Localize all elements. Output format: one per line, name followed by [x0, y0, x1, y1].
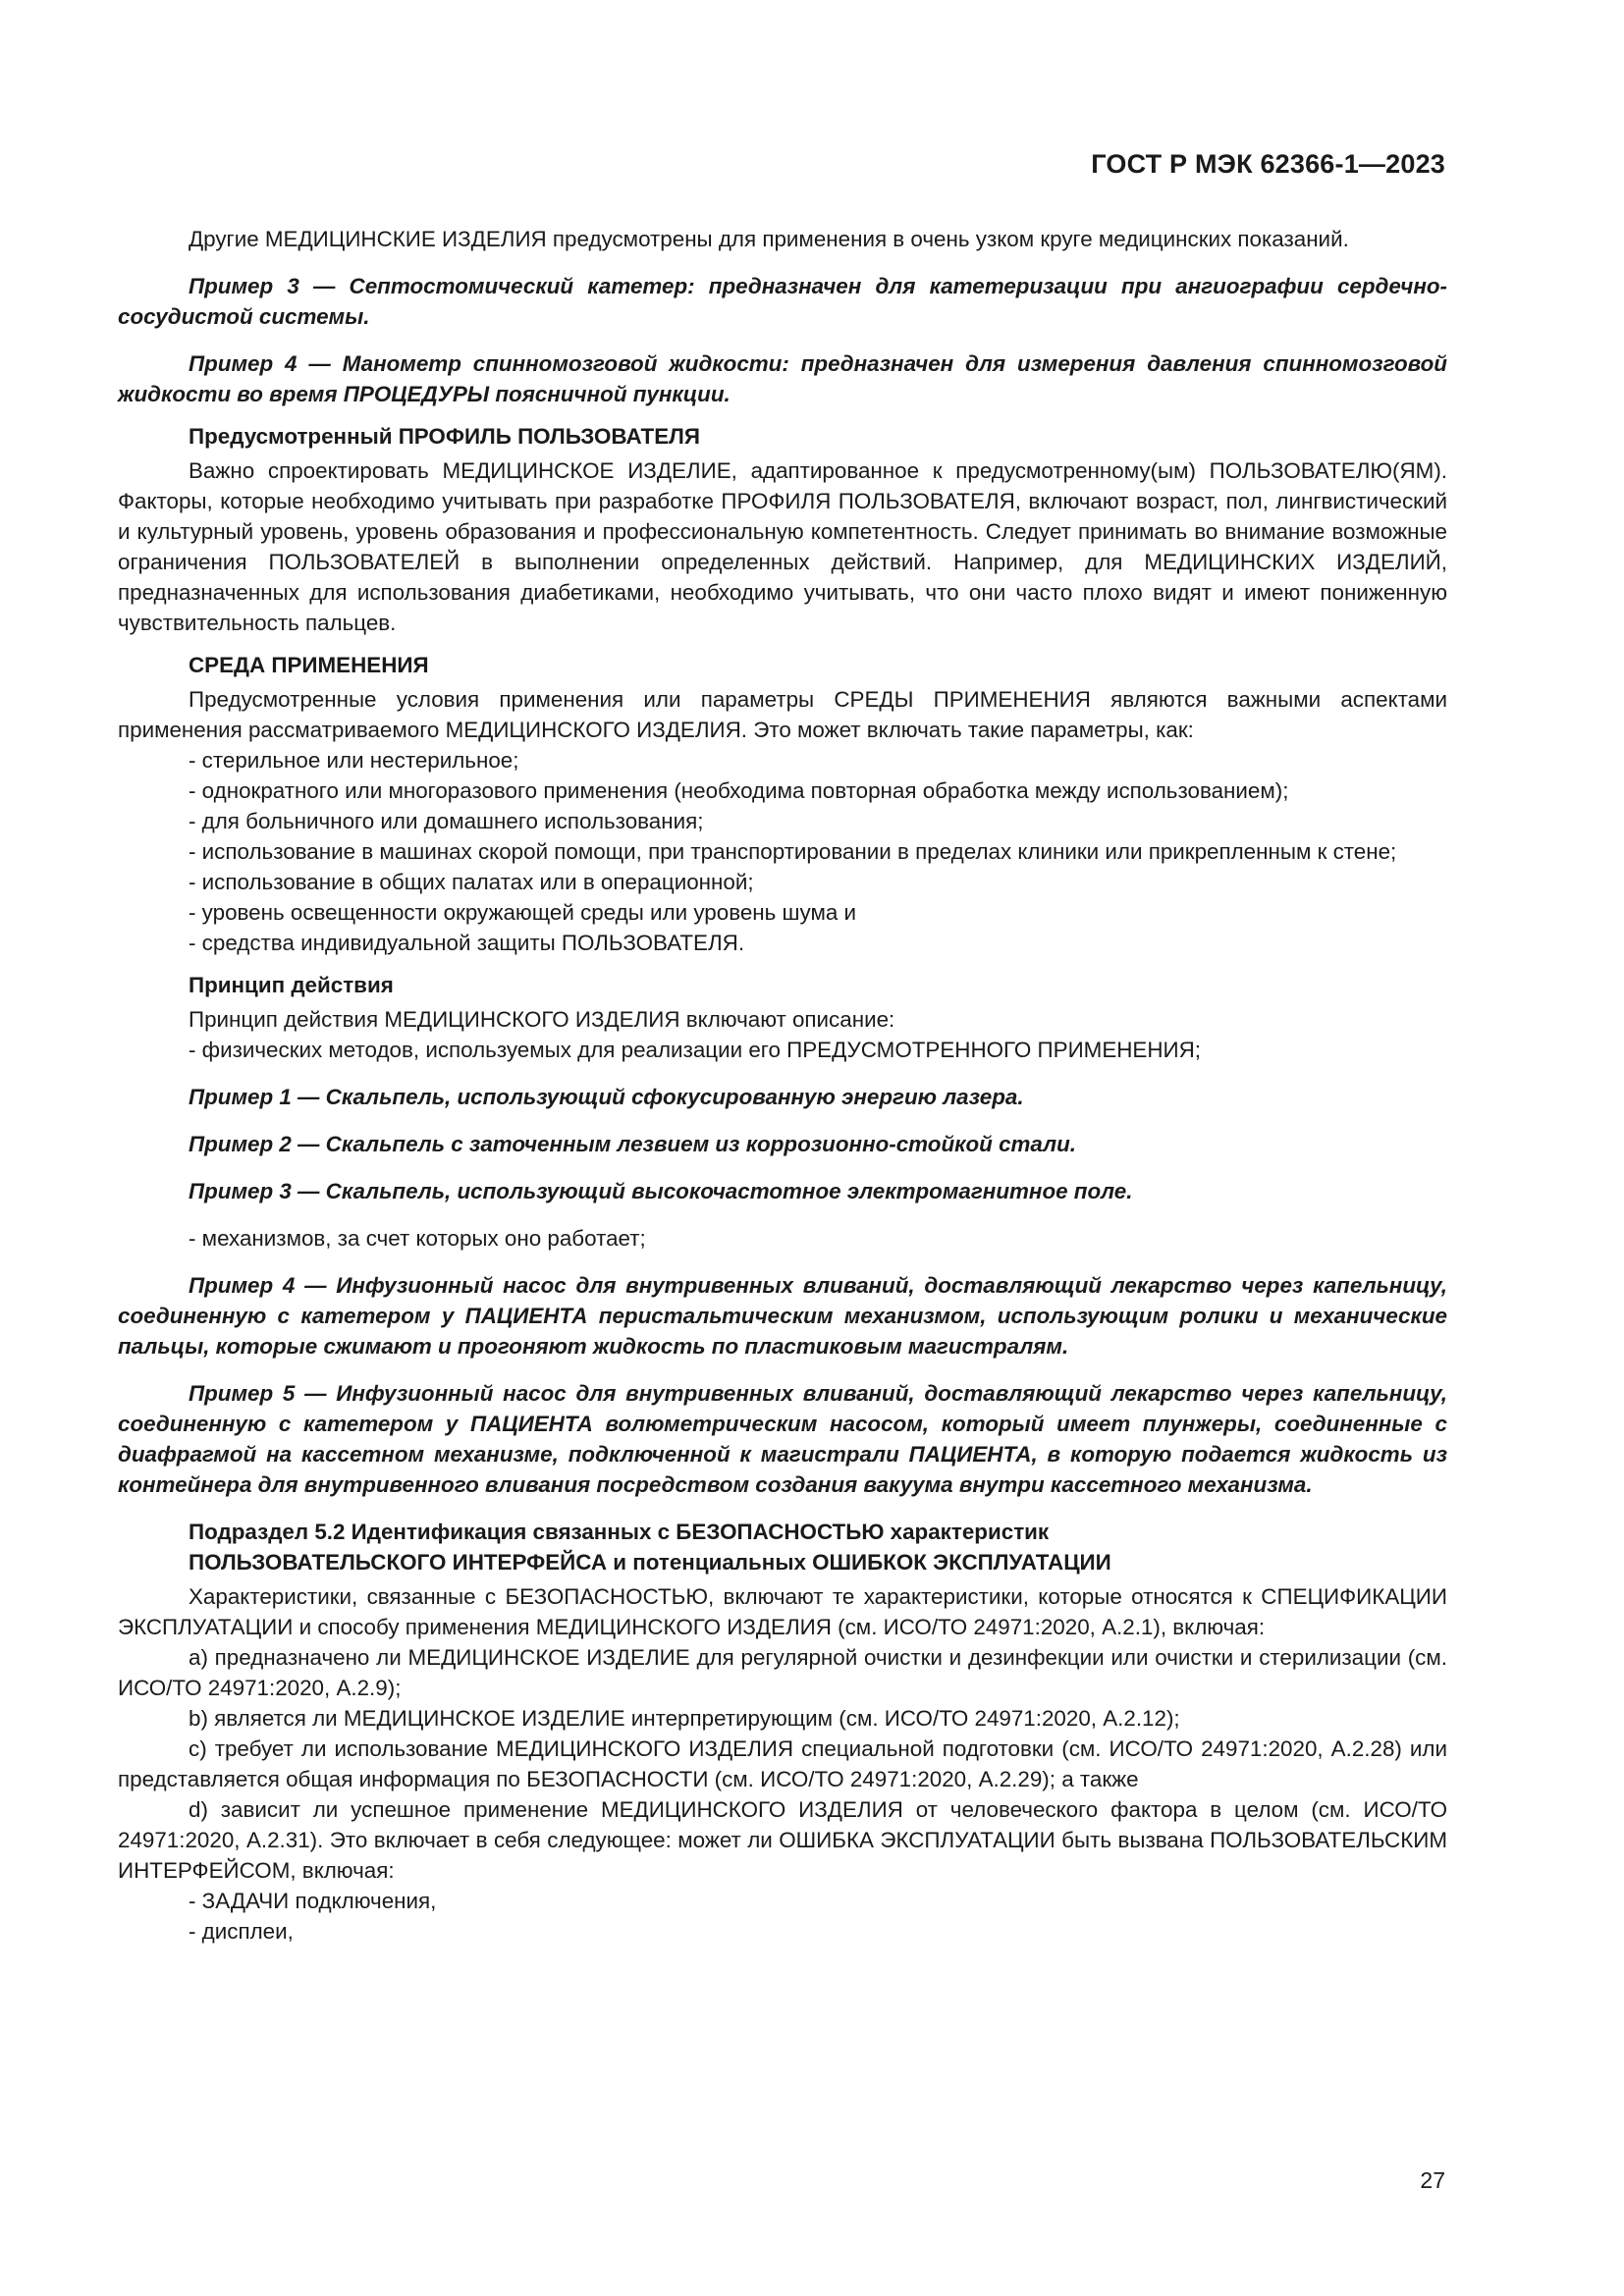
list-item: - для больничного или домашнего использования;	[189, 809, 704, 833]
subsection-heading-line2: ПОЛЬЗОВАТЕЛЬСКОГО ИНТЕРФЕЙСА и потенциальных ОШИБКОК ЭКСПЛУАТАЦИИ	[189, 1550, 1111, 1575]
document-id-header: ГОСТ Р МЭК 62366-1—2023	[1091, 149, 1445, 179]
enum-item-a: a) предназначено ли МЕДИЦИНСКОЕ ИЗДЕЛИЕ для регулярной очистки и дезинфекции или очистки и стерилизации (см. ИСО/ТО 24971:2020, А.2.9);	[118, 1645, 1447, 1700]
enum-item-c: c) требует ли использование МЕДИЦИНСКОГО ИЗДЕЛИЯ специальной подготовки (см. ИСО/ТО 24971:2020, А.2.28) или представляется общая информация по БЕЗОПАСНОСТИ (см. ИСО/ТО 24971:2020, А.2.29); а также	[118, 1736, 1447, 1791]
section-heading-principle: Принцип действия	[189, 973, 394, 997]
list-item: - однократного или многоразового применения (необходима повторная обработка между использованием);	[189, 778, 1289, 803]
list-item: - использование в общих палатах или в операционной;	[189, 870, 754, 894]
page-number: 27	[1420, 2167, 1445, 2193]
enum-item-d: d) зависит ли успешное применение МЕДИЦИНСКОГО ИЗДЕЛИЯ от человеческого фактора в целом (см. ИСО/ТО 24971:2020, А.2.31). Это включает в себя следующее: может ли ОШИБКА ЭКСПЛУАТАЦИИ быть вызвана ПОЛЬЗОВАТЕЛЬСКИМ ИНТЕРФЕЙСОМ, включая:	[118, 1797, 1447, 1883]
list-item: - средства индивидуальной защиты ПОЛЬЗОВАТЕЛЯ.	[189, 931, 745, 955]
intro-paragraph: Другие МЕДИЦИНСКИЕ ИЗДЕЛИЯ предусмотрены для применения в очень узком круге медицинских показаний.	[189, 227, 1349, 251]
example-paragraph: Пример 2 — Скальпель с заточенным лезвием из коррозионно-стойкой стали.	[189, 1132, 1076, 1156]
example-paragraph: Пример 3 — Септостомический катетер: предназначен для катетеризации при ангиографии сердечно-сосудистой системы.	[118, 274, 1447, 329]
environment-paragraph: Предусмотренные условия применения или параметры СРЕДЫ ПРИМЕНЕНИЯ являются важными аспектами применения рассматриваемого МЕДИЦИНСКОГО ИЗДЕЛИЯ. Это может включать такие параметры, как:	[118, 687, 1447, 742]
enum-item-b: b) является ли МЕДИЦИНСКОЕ ИЗДЕЛИЕ интерпретирующим (см. ИСО/ТО 24971:2020, А.2.12);	[189, 1706, 1180, 1731]
list-item: - стерильное или нестерильное;	[189, 748, 519, 773]
example-paragraph: Пример 5 — Инфузионный насос для внутривенных вливаний, доставляющий лекарство через капельницу, соединенную с катетером у ПАЦИЕНТА волюметрическим насосом, который имеет плунжеры, соединенные с диафрагмой на кассетном механизме, подключенной к магистрали ПАЦИЕНТА, в которую подается жидкость из контейнера для внутривенного вливания посредством создания вакуума внутри кассетного механизма.	[118, 1381, 1447, 1497]
principle-paragraph: Принцип действия МЕДИЦИНСКОГО ИЗДЕЛИЯ включают описание:	[189, 1007, 895, 1032]
list-item: - уровень освещенности окружающей среды или уровень шума и	[189, 900, 857, 925]
section-heading-user-profile: Предусмотренный ПРОФИЛЬ ПОЛЬЗОВАТЕЛЯ	[189, 424, 700, 449]
list-item: - использование в машинах скорой помощи, при транспортировании в пределах клиники или прикрепленным к стене;	[189, 839, 1397, 864]
list-item: - ЗАДАЧИ подключения,	[189, 1889, 437, 1913]
user-profile-paragraph: Важно спроектировать МЕДИЦИНСКОЕ ИЗДЕЛИЕ, адаптированное к предусмотренному(ым) ПОЛЬЗОВАТЕЛЮ(ЯМ). Факторы, которые необходимо учитывать при разработке ПРОФИЛЯ ПОЛЬЗОВАТЕЛЯ, включают возраст, пол, лингвистический и культурный уровень, уровень образования и профессиональную компетентность. Следует принимать во внимание возможные ограничения ПОЛЬЗОВАТЕЛЕЙ в выполнении определенных действий. Например, для МЕДИЦИНСКИХ ИЗДЕЛИЙ, предназначенных для использования диабетиками, необходимо учитывать, что они часто плохо видят и имеют пониженную чувствительность пальцев.	[118, 458, 1447, 635]
section-heading-environment: СРЕДА ПРИМЕНЕНИЯ	[189, 653, 429, 677]
list-item: - физических методов, используемых для реализации его ПРЕДУСМОТРЕННОГО ПРИМЕНЕНИЯ;	[189, 1038, 1202, 1062]
subsection-paragraph: Характеристики, связанные с БЕЗОПАСНОСТЬЮ, включают те характеристики, которые относятся к СПЕЦИФИКАЦИИ ЭКСПЛУАТАЦИИ и способу применения МЕДИЦИНСКОГО ИЗДЕЛИЯ (см. ИСО/ТО 24971:2020, А.2.1), включая:	[118, 1584, 1447, 1639]
subsection-heading-line1: Подраздел 5.2 Идентификация связанных с БЕЗОПАСНОСТЬЮ характеристик	[189, 1520, 1050, 1544]
example-paragraph: Пример 4 — Инфузионный насос для внутривенных вливаний, доставляющий лекарство через капельницу, соединенную с катетером у ПАЦИЕНТА перистальтическим механизмом, использующим ролики и механические пальцы, которые сжимают и прогоняют жидкость по пластиковым магистралям.	[118, 1273, 1447, 1359]
list-item: - механизмов, за счет которых оно работает;	[189, 1226, 646, 1251]
example-paragraph: Пример 4 — Манометр спинномозговой жидкости: предназначен для измерения давления спинномозговой жидкости во время ПРОЦЕДУРЫ поясничной пункции.	[118, 351, 1447, 406]
example-paragraph: Пример 3 — Скальпель, использующий высокочастотное электромагнитное поле.	[189, 1179, 1133, 1203]
page-content	[118, 224, 1447, 1947]
list-item: - дисплеи,	[189, 1919, 294, 1944]
example-paragraph: Пример 1 — Скальпель, использующий сфокусированную энергию лазера.	[189, 1085, 1024, 1109]
